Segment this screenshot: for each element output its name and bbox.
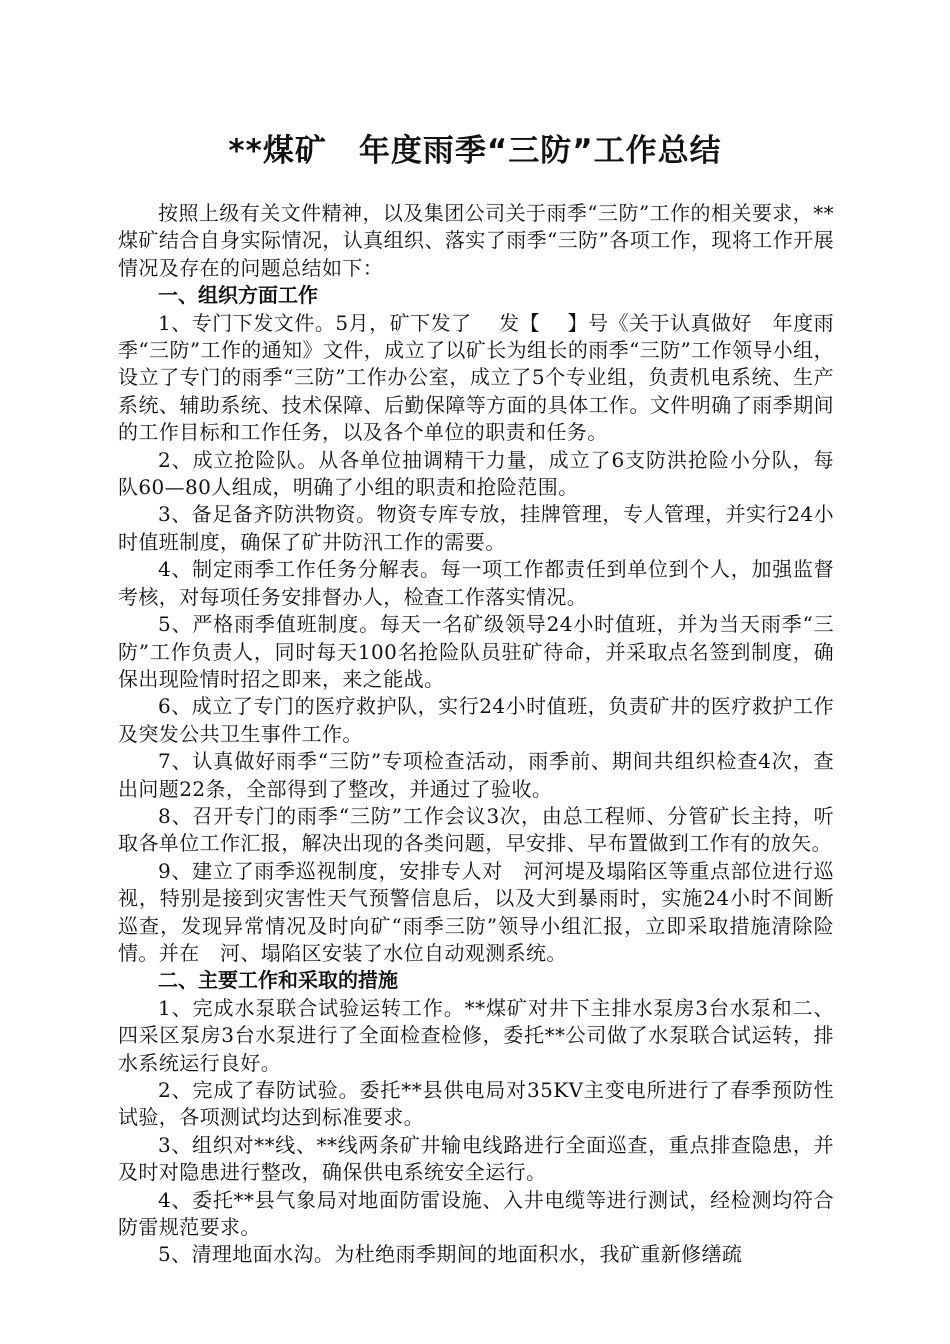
section1-item: 9、建立了雨季巡视制度，安排专人对 河河堤及塌陷区等重点部位进行巡视，特别是接到灾害性天气预警信息后，以及大到暴雨时，实施24小时不间断巡查，发现异常情况及时向矿“雨季三防”领导小组汇报，立即采取措施清除险情。并在 河、塌陷区安装了水位自动观测系统。 bbox=[118, 858, 834, 965]
document-body bbox=[118, 200, 834, 1269]
section1-item: 5、严格雨季值班制度。每天一名矿级领导24小时值班，并为当天雨季“三防”工作负责人，同时每天100名抢险队员驻矿待命，并采取点名签到制度，确保出现险情时招之即来，来之能战。 bbox=[118, 612, 834, 691]
intro-paragraph: 按照上级有关文件精神，以及集团公司关于雨季“三防”工作的相关要求，**煤矿结合自身实际情况，认真组织、落实了雨季“三防”各项工作，现将工作开展情况及存在的问题总结如下： bbox=[118, 201, 834, 280]
section2-item: 3、组织对**线、**线两条矿井输电线路进行全面巡查，重点排查隐患，并及时对隐患进行整改，确保供电系统安全运行。 bbox=[118, 1132, 834, 1185]
section2-item: 2、完成了春防试验。委托**县供电局对35KV主变电所进行了春季预防性试验，各项测试均达到标准要求。 bbox=[118, 1078, 834, 1130]
section1-item: 2、成立抢险队。从各单位抽调精干力量，成立了6支防洪抢险小分队，每队60—80人组成，明确了小组的职责和抢险范围。 bbox=[118, 447, 834, 500]
section1-item: 8、召开专门的雨季“三防”工作会议3次，由总工程师、分管矿长主持，听取各单位工作汇报，解决出现的各类问题，早安排、早布置做到工作有的放矢。 bbox=[118, 803, 834, 856]
section1-item: 3、备足备齐防洪物资。物资专库专放，挂牌管理，专人管理，并实行24小时值班制度，确保了矿井防汛工作的需要。 bbox=[118, 502, 834, 554]
section2-item: 5、清理地面水沟。为杜绝雨季期间的地面积水，我矿重新修缮疏 bbox=[158, 1242, 743, 1267]
section2-item: 4、委托**县气象局对地面防雷设施、入井电缆等进行测试，经检测均符合防雷规范要求。 bbox=[118, 1187, 834, 1240]
section-heading-organization: 一、组织方面工作 bbox=[158, 283, 318, 308]
section1-item: 4、制定雨季工作任务分解表。每一项工作都责任到单位到个人，加强监督考核，对每项任务安排督办人，检查工作落实情况。 bbox=[118, 557, 834, 609]
section1-item: 7、认真做好雨季“三防”专项检查活动，雨季前、期间共组织检查4次，查出问题22条，全部得到了整改，并通过了验收。 bbox=[118, 749, 834, 801]
document-title: **煤矿 年度雨季“三防”工作总结 bbox=[228, 133, 722, 169]
section-heading-measures: 二、主要工作和采取的措施 bbox=[158, 968, 398, 993]
section1-item: 6、成立了专门的医疗救护队，实行24小时值班，负责矿井的医疗救护工作及突发公共卫生事件工作。 bbox=[118, 694, 834, 746]
section2-item: 1、完成水泵联合试验运转工作。**煤矿对井下主排水泵房3台水泵和二、四采区泵房3台水泵进行了全面检查检修，委托**公司做了水泵联合试运转，排水系统运行良好。 bbox=[118, 995, 834, 1075]
section1-item: 1、专门下发文件。5月，矿下发了 发【 】号《关于认真做好 年度雨季“三防”工作的通知》文件，成立了以矿长为组长的雨季“三防”工作领导小组，设立了专门的雨季“三防”工作办公室，成立了5个专业组，负责机电系统、生产系统、辅助系统、技术保障、后勤保障等方面的具体工作。文件明确了雨季期间的工作目标和工作任务，以及各个单位的职责和任务。 bbox=[118, 310, 834, 445]
